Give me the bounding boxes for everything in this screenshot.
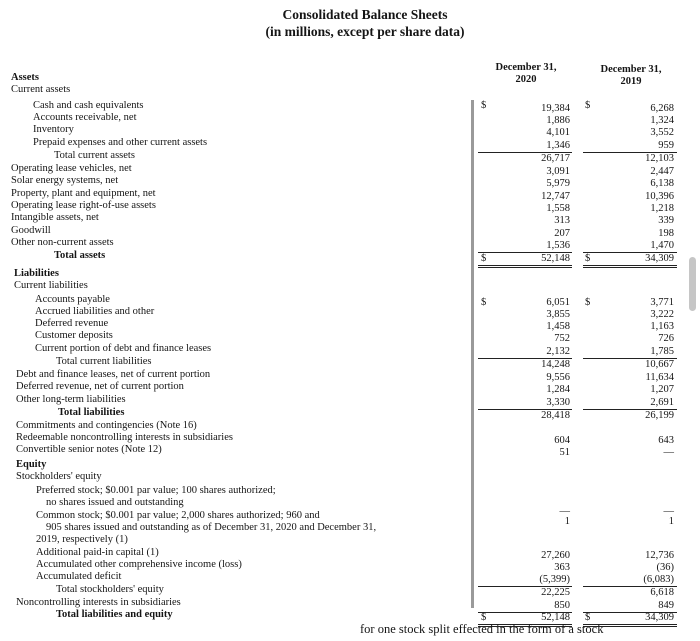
table-row	[0, 112, 700, 126]
value-2019: 726	[658, 333, 674, 344]
title-line-1: Consolidated Balance Sheets	[282, 7, 448, 22]
value-2019: —	[663, 506, 674, 517]
currency-symbol-2020: $	[481, 100, 487, 111]
table-row	[0, 150, 700, 164]
scrollbar-thumb[interactable]	[689, 257, 696, 311]
value-2020: 4,101	[546, 127, 570, 138]
table-row	[0, 163, 700, 177]
value-2020: 52,148	[541, 253, 570, 264]
value-2020: 1,886	[546, 115, 570, 126]
row-label: Debt and finance leases, net of current portion	[16, 369, 211, 380]
underline-2020	[478, 265, 572, 266]
row-label: Total current assets	[54, 150, 135, 161]
row-label: Prepaid expenses and other current assets	[33, 137, 208, 148]
row-label: Total current liabilities	[56, 356, 152, 367]
row-label: Accrued liabilities and other	[35, 306, 155, 317]
row-label: Other long-term liabilities	[16, 394, 126, 405]
value-2019: 6,268	[650, 103, 674, 114]
table-row	[0, 84, 700, 95]
table-row	[0, 394, 700, 408]
row-label: Customer deposits	[35, 330, 113, 341]
column-header-2020: December 31, 2020	[495, 62, 557, 85]
value-2019: 1,470	[650, 240, 674, 251]
value-2019: 11,634	[645, 372, 674, 383]
row-label: Total stockholders' equity	[56, 584, 164, 595]
table-row	[0, 407, 700, 421]
value-2019: 26,199	[645, 410, 674, 421]
underline-2019	[583, 265, 677, 266]
row-label: Total liabilities	[58, 407, 125, 418]
value-2020: 363	[554, 562, 570, 573]
table-row	[0, 459, 700, 470]
value-2019: 959	[658, 140, 674, 151]
row-label: Other non-current assets	[11, 237, 114, 248]
row-label: Assets	[11, 72, 39, 83]
value-2020: 5,979	[546, 178, 570, 189]
table-row	[0, 212, 700, 226]
value-2020: 3,330	[546, 397, 570, 408]
row-label: Accounts receivable, net	[33, 112, 137, 123]
value-2019: 6,138	[650, 178, 674, 189]
row-label: Current portion of debt and finance leases	[35, 343, 212, 354]
table-row	[0, 609, 700, 623]
value-2020: 3,855	[546, 309, 570, 320]
value-2019: 2,691	[650, 397, 674, 408]
currency-symbol-2020: $	[481, 612, 487, 623]
value-2019: (36)	[656, 562, 674, 573]
row-label: Noncontrolling interests in subsidiaries	[16, 597, 181, 608]
table-row	[0, 485, 700, 496]
row-label: Total liabilities and equity	[56, 609, 173, 620]
row-label: Preferred stock; $0.001 par value; 100 shares authorized;	[36, 485, 276, 496]
table-row	[0, 356, 700, 370]
table-row	[0, 330, 700, 344]
table-row	[0, 516, 700, 533]
table-row	[0, 534, 700, 545]
value-2019: 12,736	[645, 550, 674, 561]
table-row	[0, 124, 700, 138]
row-label: Additional paid-in capital (1)	[36, 547, 159, 558]
value-2020: 1,536	[546, 240, 570, 251]
table-row	[0, 137, 700, 151]
value-2020: 12,747	[541, 191, 570, 202]
value-2020: 1	[564, 516, 570, 527]
row-label: Accumulated other comprehensive income (loss)	[36, 559, 242, 570]
value-2019: 339	[658, 215, 674, 226]
value-2020: 28,418	[541, 410, 570, 421]
value-2019: 3,222	[650, 309, 674, 320]
title-line-2: (in millions, except per share data)	[265, 24, 465, 39]
value-2020: 1,284	[546, 384, 570, 395]
table-row	[0, 420, 700, 431]
table-row	[0, 280, 700, 291]
value-2020: 6,051	[546, 297, 570, 308]
table-row	[0, 250, 700, 264]
currency-symbol-2020: $	[481, 253, 487, 264]
row-label: Redeemable noncontrolling interests in subsidiaries	[16, 432, 233, 443]
value-2019: 198	[658, 228, 674, 239]
value-2019: 3,771	[650, 297, 674, 308]
table-row	[0, 318, 700, 332]
currency-symbol-2019: $	[585, 253, 591, 264]
value-2020: 14,248	[541, 359, 570, 370]
row-label: Deferred revenue	[35, 318, 109, 329]
row-label: Commitments and contingencies (Note 16)	[16, 420, 197, 431]
row-label: Intangible assets, net	[11, 212, 99, 223]
currency-symbol-2020: $	[481, 297, 487, 308]
table-row	[0, 471, 700, 482]
table-row	[0, 571, 700, 585]
value-2020: 2,132	[546, 346, 570, 357]
value-2020: 207	[554, 228, 570, 239]
table-row	[0, 381, 700, 395]
row-label: Total assets	[54, 250, 106, 261]
row-label: Accumulated deficit	[36, 571, 122, 582]
value-2019: 1	[668, 516, 674, 527]
value-2019: 12,103	[645, 153, 674, 164]
row-label: Stockholders' equity	[16, 471, 102, 482]
row-label: Equity	[16, 459, 47, 470]
value-2020: (5,399)	[539, 574, 570, 585]
currency-symbol-2019: $	[585, 612, 591, 623]
value-2019: 1,163	[650, 321, 674, 332]
value-2019: 1,207	[650, 384, 674, 395]
table-row	[0, 432, 700, 446]
row-label: Liabilities	[14, 268, 59, 279]
value-2020: 1,458	[546, 321, 570, 332]
row-label: Goodwill	[11, 225, 51, 236]
row-label: Current assets	[11, 84, 71, 95]
table-row	[0, 72, 700, 83]
value-2019: 10,396	[645, 191, 674, 202]
value-2020: 19,384	[541, 103, 570, 114]
table-row	[0, 225, 700, 239]
row-label: Convertible senior notes (Note 12)	[16, 444, 162, 455]
value-2020: 27,260	[541, 550, 570, 561]
row-label: Solar energy systems, net	[11, 175, 119, 186]
value-2019: 1,324	[650, 115, 674, 126]
row-label: 2019, respectively (1)	[36, 534, 128, 545]
table-row	[0, 306, 700, 320]
value-2019: 2,447	[650, 166, 674, 177]
value-2019: 6,618	[650, 587, 674, 598]
value-2020: —	[559, 506, 570, 517]
value-2019: 34,309	[645, 253, 674, 264]
table-row	[0, 343, 700, 357]
table-row	[0, 188, 700, 202]
value-2019: 10,667	[645, 359, 674, 370]
value-2020: 3,091	[546, 166, 570, 177]
value-2020: 26,717	[541, 153, 570, 164]
row-label: 905 shares issued and outstanding as of December 31, 2020 and December 31,	[46, 522, 377, 533]
value-2020: 52,148	[541, 612, 570, 623]
value-2020: 9,556	[546, 372, 570, 383]
value-2020: 1,346	[546, 140, 570, 151]
value-2020: 1,558	[546, 203, 570, 214]
value-2019: 34,309	[645, 612, 674, 623]
currency-symbol-2019: $	[585, 297, 591, 308]
table-row	[0, 200, 700, 214]
value-2019: —	[663, 447, 674, 458]
table-row	[0, 510, 700, 521]
table-row	[0, 444, 700, 458]
value-2020: 752	[554, 333, 570, 344]
row-label: Operating lease vehicles, net	[11, 163, 132, 174]
table-row	[0, 100, 700, 114]
row-label: Accounts payable	[35, 294, 110, 305]
value-2020: 22,225	[541, 587, 570, 598]
value-2019: 3,552	[650, 127, 674, 138]
row-label: Current liabilities	[14, 280, 88, 291]
table-row	[0, 175, 700, 189]
value-2020: 51	[559, 447, 570, 458]
row-label: Cash and cash equivalents	[33, 100, 144, 111]
table-row	[0, 559, 700, 573]
row-label: Operating lease right-of-use assets	[11, 200, 156, 211]
table-row	[0, 597, 700, 611]
currency-symbol-2019: $	[585, 100, 591, 111]
value-2019: 1,785	[650, 346, 674, 357]
value-2019: 1,218	[650, 203, 674, 214]
row-label: no shares issued and outstanding	[46, 497, 184, 508]
row-label: Inventory	[33, 124, 74, 135]
row-label: Property, plant and equipment, net	[11, 188, 156, 199]
table-row	[0, 369, 700, 383]
table-row	[0, 294, 700, 308]
value-2019: 643	[658, 435, 674, 446]
value-2020: 604	[554, 435, 570, 446]
column-header-2019: December 31, 2019	[600, 64, 662, 87]
value-2019: (6,083)	[643, 574, 674, 585]
table-row	[0, 268, 700, 279]
table-row	[0, 547, 700, 561]
row-label: Common stock; $0.001 par value; 2,000 shares authorized; 960 and	[36, 510, 320, 521]
value-2020: 313	[554, 215, 570, 226]
value-2019: 849	[658, 600, 674, 611]
table-row	[0, 237, 700, 251]
footnote-text: for one stock split effected in the form of a stock	[360, 622, 604, 636]
value-2020: 850	[554, 600, 570, 611]
table-row	[0, 584, 700, 598]
row-label: Deferred revenue, net of current portion	[16, 381, 184, 392]
document-title	[250, 6, 480, 40]
